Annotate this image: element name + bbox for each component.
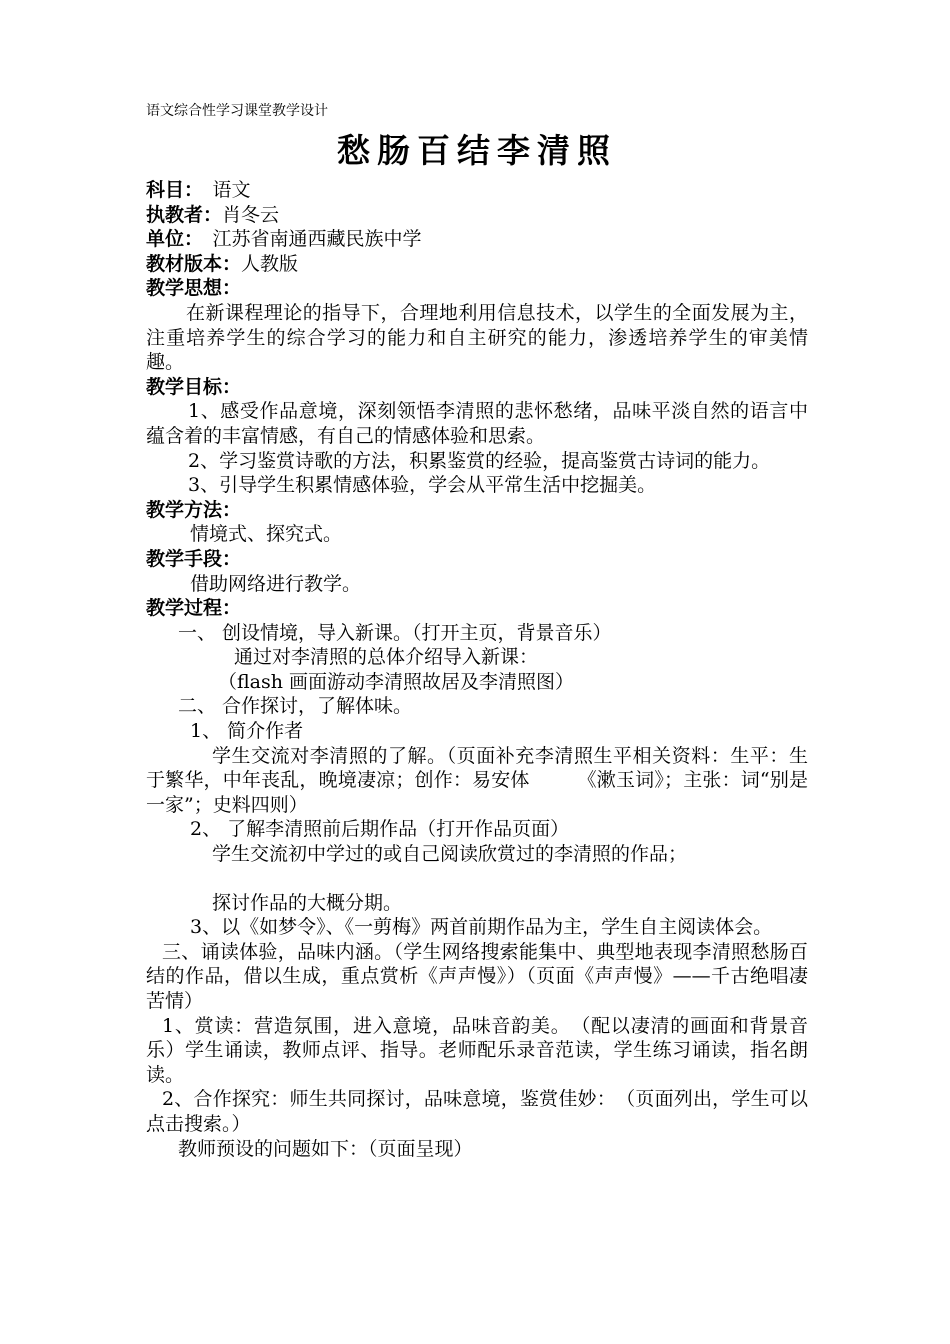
meta-value: 人教版 (241, 252, 299, 275)
document-header: 语文综合性学习课堂教学设计 (146, 103, 328, 119)
process-step-2-2-detail: 学生交流初中学过的或自己阅读欣赏过的李清照的作品； (212, 843, 688, 866)
method-text: 情境式、探究式。 (190, 523, 343, 546)
meta-value: 语文 (193, 179, 251, 201)
section-heading-process: 教学过程： (146, 597, 242, 620)
process-step-2-3: 3、以《如梦令》、《一剪梅》两首前期作品为主，学生自主阅读体会。 (190, 916, 773, 939)
meta-value: 肖冬云 (222, 203, 280, 226)
document-page (146, 100, 808, 1161)
process-step-3-2: 2、合作探究：师生共同探讨，品味意境，鉴赏佳妙： （页面列出，学生可以点击搜索。） (146, 1088, 808, 1135)
meta-label: 单位： (146, 228, 194, 251)
process-step-1-detail: 通过对李清照的总体介绍导入新课： (234, 646, 539, 669)
process-step-2-1: 1、 简介作者 (190, 720, 304, 743)
thought-text: 在新课程理论的指导下，合理地利用信息技术，以学生的全面发展为主，注重培养学生的综合学习的能力和自主研究的能力，渗透培养学生的审美情趣。 (146, 301, 808, 374)
meta-subject (146, 178, 808, 203)
process-step-2-2: 2、 了解李清照前后期作品（打开作品页面） (190, 818, 570, 841)
process-step-3: 三、诵读体验，品味内涵。（学生网络搜索能集中、典型地表现李清照愁肠百结的作品，借以生成，重点赏析《声声慢》）（页面《声声慢》——千古绝唱凄苦情） (146, 940, 808, 1012)
process-step-2-2-note: 探讨作品的大概分期。 (212, 891, 403, 914)
process-step-3-1: 1、赏读：营造氛围，进入意境，品味音韵美。 （配以凄清的画面和背景音乐）学生诵读，教师点评、指导。老师配乐录音范读，学生练习诵读，指名朗读。 (146, 1014, 808, 1086)
document-title: 愁肠百结李清照 (337, 131, 617, 170)
blank-line (146, 867, 808, 891)
meta-teacher (146, 203, 808, 228)
section-heading-goals: 教学目标： (146, 375, 242, 398)
process-step-2: 二、 合作探讨，了解体味。 (178, 695, 413, 718)
meta-school (146, 227, 808, 252)
goal-item: 2、学习鉴赏诗歌的方法，积累鉴赏的经验，提高鉴赏古诗词的能力。 (188, 449, 771, 472)
meta-label: 教材版本： (146, 252, 242, 275)
section-heading-method: 教学方法： (146, 498, 242, 521)
process-step-1: 一、 创设情境，导入新课。（打开主页，背景音乐） (178, 621, 612, 644)
goal-item: 1、感受作品意境，深刻领悟李清照的悲怀愁绪，品味平淡自然的语言中蕴含着的丰富情感，有自己的情感体验和思索。 (146, 400, 808, 447)
process-step-1-note: （flash 画面游动李清照故居及李清照图） (218, 670, 575, 693)
meta-label: 科目： (146, 179, 194, 201)
section-heading-thought: 教学思想： (146, 277, 242, 300)
process-step-2-1-detail: 学生交流对李清照的了解。（页面补充李清照生平相关资料：生平：生于繁华，中年丧乱，晚境凄凉；创作：易安体 《漱玉词》；主张：词“别是一家”；史料四则） (146, 744, 808, 816)
meta-label: 执教者： (146, 203, 223, 226)
section-heading-means: 教学手段： (146, 547, 242, 570)
means-text: 借助网络进行教学。 (190, 572, 362, 595)
meta-value: 江苏省南通西藏民族中学 (193, 228, 422, 251)
meta-edition (146, 252, 808, 277)
goal-item: 3、引导学生积累情感体验，学会从平常生活中挖掘美。 (188, 474, 657, 497)
process-step-3-3: 教师预设的问题如下：（页面呈现） (178, 1137, 473, 1160)
